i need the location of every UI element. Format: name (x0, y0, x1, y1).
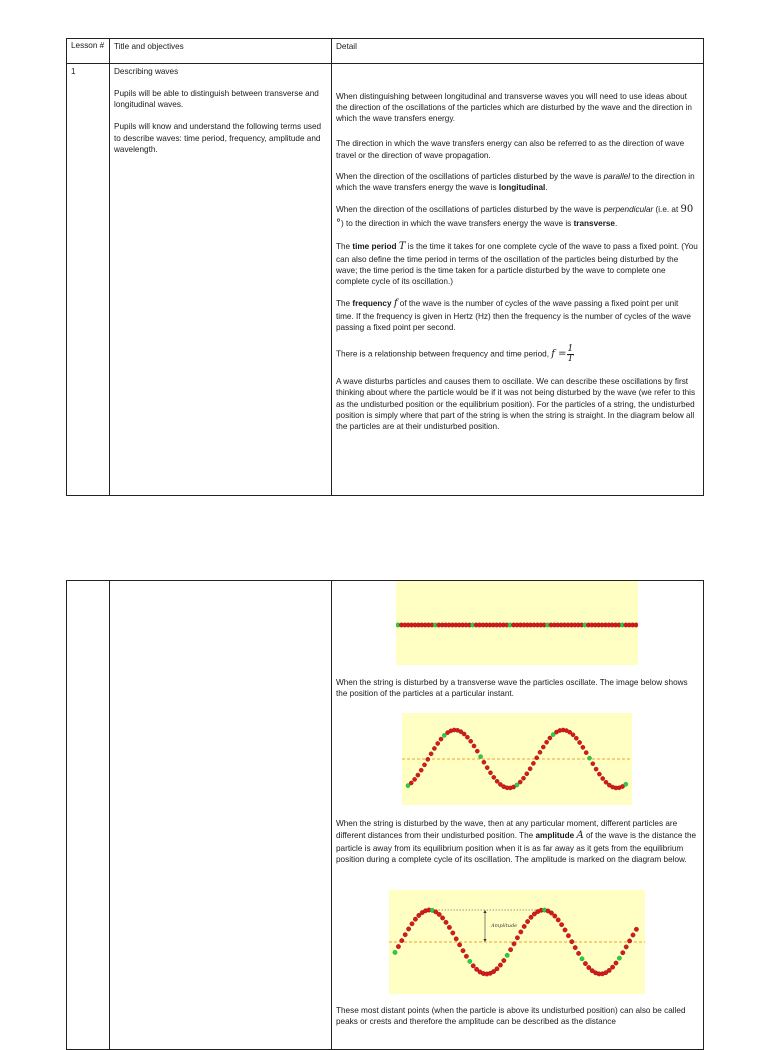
formula-lhs: f = (551, 348, 567, 360)
string-particle (521, 776, 525, 780)
string-particle (566, 933, 570, 937)
marker-particle (515, 783, 519, 787)
lesson-table (66, 38, 704, 496)
string-particle (498, 963, 502, 967)
amplitude-diagram (389, 890, 645, 994)
string-particle (447, 925, 451, 929)
detail-cell-continued-2 (336, 818, 698, 865)
string-particle (457, 943, 461, 947)
string-particle (528, 767, 532, 771)
string-particle (545, 740, 549, 744)
string-particle (432, 746, 436, 750)
string-particle (594, 767, 598, 771)
string-particle (610, 965, 614, 969)
string-particle (512, 942, 516, 946)
header-lesson: Lesson # (71, 41, 105, 50)
string-particle (531, 761, 535, 765)
string-particle (529, 915, 533, 919)
string-particle (574, 736, 578, 740)
string-particle (422, 763, 426, 767)
marker-particle (624, 782, 628, 786)
transverse-paragraph: When the string is disturbed by a transverse wave the particles oscillate. The image below shows the position of the particles at a particular instant. (336, 678, 688, 699)
detail-cell-continued-1 (336, 677, 698, 699)
string-particle (548, 736, 552, 740)
string-particle (464, 954, 468, 958)
string-particle (556, 918, 560, 922)
detail-cell (336, 91, 698, 432)
string-particle (541, 745, 545, 749)
string-particle (451, 931, 455, 935)
string-particle (627, 939, 631, 943)
string-particle (454, 937, 458, 941)
string-particle (591, 762, 595, 766)
string-particle (471, 964, 475, 968)
string-particle (426, 757, 430, 761)
string-particle (518, 780, 522, 784)
lesson-number: 1 (71, 67, 76, 76)
string-particle (436, 741, 440, 745)
string-particle (634, 927, 638, 931)
string-particle (495, 779, 499, 783)
string-particle (410, 922, 414, 926)
string-particle (535, 756, 539, 760)
string-particle (621, 951, 625, 955)
string-particle (525, 772, 529, 776)
string-particle (461, 949, 465, 953)
string-particle (578, 740, 582, 744)
amplitude-paragraph: When the string is disturbed by the wave, then at any particular moment, different particles are different distances from their undisturbed position. The amplitude A of the wave is the distance the particle is away from its equilibrium position when it is as far away as it gets from the equilibrium position during a complete cycle of its oscillation. The amplitude is marked on the diagram below. (336, 819, 697, 864)
string-particle (515, 936, 519, 940)
header-title: Title and objectives (114, 42, 184, 51)
detail-paragraph-8: A wave disturbs particles and causes them to oscillate. We can describe these oscillations by first thinking about where the particle would be if it was not being disturbed by the wave (we refer to this as the undisturbed position or the equilibrium position). For the particles of a string, the undisturbed position is simply where that part of the string is when the string is straight. In the diagram below all the particles are at their undisturbed position. (336, 377, 696, 431)
string-particle (416, 773, 420, 777)
transverse-wave-diagram (402, 713, 632, 805)
detail-paragraph-3: When the direction of the oscillations of particles disturbed by the wave is parallel to the direction in which the wave transfers energy the wave is longitudinal. (336, 171, 695, 192)
string-particle (607, 968, 611, 972)
string-particle (601, 776, 605, 780)
string-particle (604, 780, 608, 784)
peaks-paragraph: These most distant points (when the particle is above its undisturbed position) can also be called peaks or crests and therefore the amplitude can be described as the distance (336, 1006, 686, 1027)
string-particle (465, 735, 469, 739)
string-particle (406, 927, 410, 931)
string-particle (495, 967, 499, 971)
string-particle (570, 939, 574, 943)
string-particle (396, 944, 400, 948)
string-particle (437, 912, 441, 916)
header-detail: Detail (336, 42, 357, 51)
string-particle (403, 932, 407, 936)
string-particle (587, 965, 591, 969)
string-particle (631, 933, 635, 937)
undisturbed-string-diagram (396, 581, 638, 665)
string-particle (584, 751, 588, 755)
amplitude-arrowhead-bottom (483, 939, 486, 942)
marker-particle (393, 950, 397, 954)
formula-fraction: $\frac{1}{T}$ (567, 344, 574, 365)
string-particle (624, 945, 628, 949)
amplitude-arrowhead-top (483, 910, 486, 913)
marker-particle (580, 957, 584, 961)
string-particle (559, 922, 563, 926)
string-particle (409, 781, 413, 785)
string-particle (508, 947, 512, 951)
string-particle (419, 768, 423, 772)
undisturbed-string-figure (396, 581, 638, 665)
string-particle (576, 951, 580, 955)
marker-particle (468, 959, 472, 963)
string-particle (597, 772, 601, 776)
string-particle (553, 914, 557, 918)
string-particle (614, 961, 618, 965)
string-particle (573, 945, 577, 949)
objective-1: Pupils will be able to distinguish between transverse and longitudinal waves. (114, 89, 319, 110)
objective-2: Pupils will know and understand the following terms used to describe waves: time period, frequency, amplitude and wavelength. (114, 122, 322, 154)
marker-particle (617, 956, 621, 960)
transverse-wave-figure (402, 713, 632, 805)
string-particle (522, 924, 526, 928)
string-particle (400, 938, 404, 942)
string-particle (462, 732, 466, 736)
detail-paragraph-1: When distinguishing between longitudinal and transverse waves you will need to use ideas about the direction of the oscillations of the particles which are disturbed by the wave and the direction in which the wave transfers energy. (336, 92, 692, 124)
detail-paragraph-4: When the direction of the oscillations of particles disturbed by the wave is perpendicular (i.e. at 90 °) to the direction in which the wave transfers energy the wave is transverse. (336, 204, 694, 229)
amplitude-figure (389, 890, 645, 994)
string-particle (413, 777, 417, 781)
detail-paragraph-6: The frequency f of the wave is the number of cycles of the wave passing a fixed point per unit time. If the frequency is given in Hertz (Hz) then the frequency is the number of cycles of the wave passing a fixed point per second. (336, 298, 691, 333)
string-particle (444, 920, 448, 924)
string-particle (488, 771, 492, 775)
string-particle (492, 775, 496, 779)
string-particle (469, 739, 473, 743)
detail-paragraph-7: There is a relationship between frequency and time period, f = $\frac{1}{T}$ (336, 344, 574, 365)
marker-particle (587, 756, 591, 760)
string-particle (525, 919, 529, 923)
string-particle (519, 930, 523, 934)
amplitude-label: Amplitude (491, 923, 518, 929)
lesson-title: Describing waves (114, 67, 179, 76)
string-particle (485, 766, 489, 770)
lesson-table-continued (66, 580, 704, 1050)
string-particle (563, 928, 567, 932)
string-particle (581, 745, 585, 749)
marker-particle (505, 953, 509, 957)
string-particle (413, 917, 417, 921)
objectives-cell (114, 66, 326, 162)
string-particle (482, 760, 486, 764)
string-particle (634, 623, 638, 627)
string-particle (583, 961, 587, 965)
string-particle (475, 749, 479, 753)
string-particle (439, 737, 443, 741)
string-particle (472, 744, 476, 748)
marker-particle (479, 755, 483, 759)
detail-paragraph-2: The direction in which the wave transfers energy can also be referred to as the direction of wave travel or the direction of wave propagation. (336, 139, 685, 160)
string-particle (538, 750, 542, 754)
string-particle (440, 916, 444, 920)
string-particle (571, 733, 575, 737)
string-particle (502, 958, 506, 962)
string-particle (429, 752, 433, 756)
detail-paragraph-5: The time period T is the time it takes for one complete cycle of the wave to pass a fixed point. (You can also define the time period in terms of the oscillation of the particles being disturbed by the wave; the time period is the time taken for a particle disturbed by the wave to complete one complete cycle of its oscillation.) (336, 241, 698, 287)
